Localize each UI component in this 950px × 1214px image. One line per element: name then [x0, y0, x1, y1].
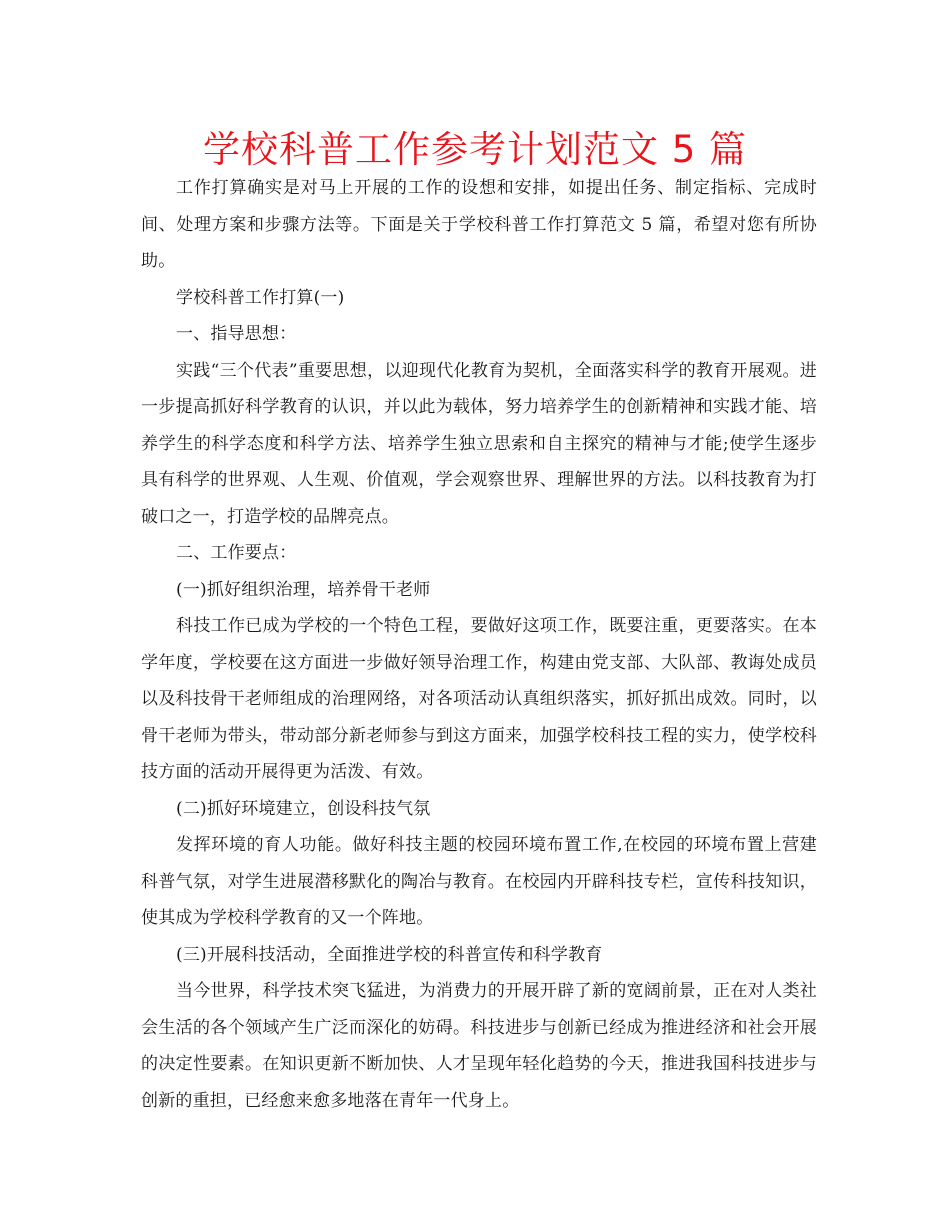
paragraph-intro: 工作打算确实是对马上开展的工作的设想和安排，如提出任务、制定指标、完成时间、处理方案和步骤方法等。下面是关于学校科普工作打算范文 5 篇，希望对您有所协助。 — [141, 178, 817, 271]
paragraph-guiding-thought: 实践“三个代表”重要思想，以迎现代化教育为契机，全面落实科学的教育开展观。进一步提高抓好科学教育的认识，并以此为载体，努力培养学生的创新精神和实践才能、培养学生的科学态度和科学方法、培养学生独立思索和自主探究的精神与才能;使学生逐步具有科学的世界观、人生观、价值观，学会观察世界、理解世界的方法。以科技教育为打破口之一，打造学校的品牌亮点。 — [141, 360, 817, 527]
document-body — [141, 170, 817, 1119]
paragraph-plan-heading: 学校科普工作打算(一) — [176, 287, 345, 308]
paragraph-subheading-2: (二)抓好环境建立，创设科技气氛 — [176, 798, 431, 819]
document-title: 学校科普工作参考计划范文 5 篇 — [202, 128, 748, 171]
paragraph-section-2-heading: 二、工作要点： — [176, 543, 297, 563]
paragraph-organization: 科技工作已成为学校的一个特色工程，要做好这项工作，既要注重，更要落实。在本学年度，学校要在这方面进一步做好领导治理工作，构建由党支部、大队部、教诲处成员以及科技骨干老师组成的治理网络，对各项活动认真组织落实，抓好抓出成效。同时，以骨干老师为带头，带动部分新老师参与到这方面来，加强学校科技工程的实力，使学校科技方面的活动开展得更为活泼、有效。 — [141, 616, 817, 782]
paragraph-subheading-3: (三)开展科技活动，全面推进学校的科普宣传和科学教育 — [176, 944, 603, 965]
paragraph-environment: 发挥环境的育人功能。做好科技主题的校园环境布置工作,在校园的环境布置上营建科普气氛，对学生进展潜移默化的陶冶与教育。在校园内开辟科技专栏，宣传科技知识，使其成为学校科学教育的又一个阵地。 — [141, 835, 817, 928]
paragraph-activities: 当今世界，科学技术突飞猛进，为消费力的开展开辟了新的宽阔前景，正在对人类社会生活的各个领域产生广泛而深化的妨碍。科技进步与创新已经成为推进经济和社会开展的决定性要素。在知识更新不断加快、人才呈现年轻化趋势的今天，推进我国科技进步与创新的重担，已经愈来愈多地落在青年一代身上。 — [141, 981, 817, 1111]
paragraph-subheading-1: (一)抓好组织治理，培养骨干老师 — [176, 579, 431, 600]
paragraph-section-1-heading: 一、指导思想： — [176, 324, 297, 344]
